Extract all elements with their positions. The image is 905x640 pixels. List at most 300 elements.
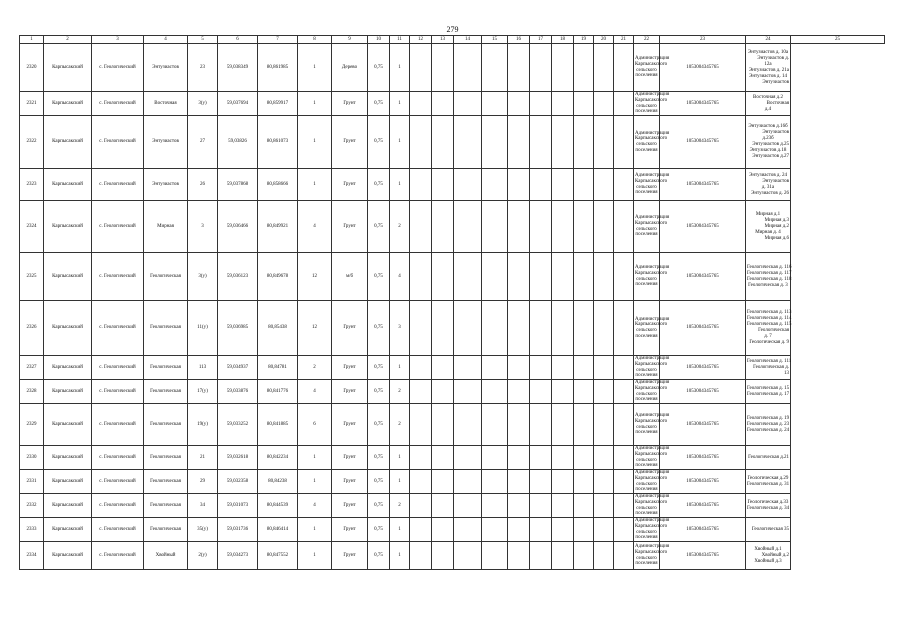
table-cell: 1053004345765 bbox=[660, 494, 746, 518]
table-cell: 3 bbox=[390, 301, 410, 356]
table-cell bbox=[614, 201, 634, 253]
table-cell bbox=[530, 380, 552, 404]
table-cell: 17(у) bbox=[188, 380, 218, 404]
table-cell: Геологическая bbox=[144, 446, 188, 470]
table-cell: Грунт bbox=[332, 380, 368, 404]
column-header: 12 bbox=[410, 36, 432, 44]
table-cell: 2321 bbox=[20, 92, 44, 116]
table-cell bbox=[508, 116, 530, 169]
address-line: Энтузиастов д. bbox=[757, 55, 789, 61]
table-cell bbox=[530, 169, 552, 201]
table-cell: 59,036466 bbox=[218, 201, 258, 253]
table-cell bbox=[410, 542, 432, 570]
address-line: Геологическая д. 34 bbox=[747, 505, 790, 511]
address-line: Геологическая д.33 bbox=[747, 499, 789, 505]
addresses-cell bbox=[746, 92, 791, 116]
address-line: д.4 bbox=[764, 106, 772, 112]
table-cell: 2 bbox=[390, 494, 410, 518]
table-cell: Администрация Карпысакского сельского поселения bbox=[634, 253, 660, 301]
table-cell bbox=[552, 446, 574, 470]
table-cell: Геологическая bbox=[144, 301, 188, 356]
table-cell bbox=[508, 542, 530, 570]
table-cell: Администрация Карпысакского сельского поселения bbox=[635, 92, 670, 115]
table-cell bbox=[454, 494, 482, 518]
table-cell: Грунт bbox=[332, 542, 368, 570]
table-cell: Администрация Карпысакского сельского поселения bbox=[634, 44, 660, 92]
address-line: Геологическая д. 24 bbox=[747, 427, 790, 433]
table-cell: 1053004345765 bbox=[660, 116, 746, 169]
table-cell bbox=[614, 518, 634, 542]
column-header: 11 bbox=[390, 36, 410, 44]
table-cell bbox=[508, 446, 530, 470]
table-cell: Грунт bbox=[332, 356, 368, 380]
address-line: Мирная д.2 bbox=[764, 223, 789, 229]
table-cell bbox=[432, 380, 454, 404]
table-cell: 59,033252 bbox=[218, 404, 258, 446]
table-cell: 59,034273 bbox=[218, 542, 258, 570]
table-cell bbox=[574, 518, 594, 542]
table-cell bbox=[614, 44, 634, 92]
table-cell: 1053004345765 bbox=[660, 470, 746, 494]
table-cell bbox=[552, 44, 574, 92]
table-cell bbox=[482, 404, 508, 446]
address-line: Геологическая д. 19 bbox=[747, 415, 790, 421]
address-line: Геологическая д. 117 bbox=[747, 270, 792, 276]
column-header: 4 bbox=[144, 36, 188, 44]
addresses-cell bbox=[746, 518, 791, 542]
address-line: Хвойный д.1 bbox=[754, 546, 782, 552]
table-cell: 1 bbox=[390, 518, 410, 542]
table-cell bbox=[482, 356, 508, 380]
address-line: д. 7 bbox=[764, 334, 772, 339]
table-cell: 3(у) bbox=[188, 92, 218, 116]
table-cell: Геологическая bbox=[144, 356, 188, 380]
table-cell: Карпысакский bbox=[44, 169, 92, 201]
table-cell bbox=[454, 169, 482, 201]
table-cell bbox=[432, 518, 454, 542]
table-cell: 4 bbox=[298, 380, 332, 404]
table-cell bbox=[574, 542, 594, 570]
table-cell: м/б bbox=[332, 253, 368, 301]
column-header: 5 bbox=[188, 36, 218, 44]
table-cell bbox=[574, 301, 594, 356]
table-cell bbox=[594, 356, 614, 380]
table-cell: 2327 bbox=[20, 356, 44, 380]
table-cell: 80,858666 bbox=[258, 169, 298, 201]
table-row bbox=[20, 169, 885, 201]
table-cell bbox=[454, 404, 482, 446]
table-cell bbox=[552, 301, 574, 356]
table-cell bbox=[594, 44, 614, 92]
table-cell bbox=[614, 116, 634, 169]
table-cell bbox=[574, 253, 594, 301]
address-line: Геологическая д.21 bbox=[748, 454, 789, 460]
table-cell: Грунт bbox=[332, 301, 368, 356]
table-cell bbox=[530, 253, 552, 301]
table-cell bbox=[410, 356, 432, 380]
table-cell: 2326 bbox=[20, 301, 44, 356]
table-cell bbox=[410, 301, 432, 356]
table-cell bbox=[410, 44, 432, 92]
table-cell: 35(у) bbox=[188, 518, 218, 542]
table-cell: 0,75 bbox=[368, 380, 390, 404]
address-line: д.23б bbox=[762, 136, 774, 141]
table-cell: 2324 bbox=[20, 201, 44, 253]
table-cell: с. Геологический bbox=[92, 494, 144, 518]
table-row bbox=[20, 542, 885, 570]
table-cell bbox=[530, 116, 552, 169]
table-cell bbox=[552, 169, 574, 201]
table-row bbox=[20, 253, 885, 301]
table-row bbox=[20, 518, 885, 542]
table-cell: 0,75 bbox=[368, 446, 390, 470]
table-row bbox=[20, 356, 885, 380]
table-cell: 80,847552 bbox=[258, 542, 298, 570]
address-line: Энтузиастов д. 24 bbox=[749, 172, 787, 178]
table-cell: 59,03826 bbox=[218, 116, 258, 169]
address-line: Энтузиастов д. 21а bbox=[748, 67, 789, 73]
header-row bbox=[20, 36, 885, 44]
table-cell bbox=[552, 542, 574, 570]
table-cell: Карпысакский bbox=[44, 470, 92, 494]
table-cell bbox=[482, 116, 508, 169]
table-cell bbox=[508, 380, 530, 404]
table-cell: 1 bbox=[390, 92, 410, 116]
table-cell bbox=[614, 301, 634, 356]
table-cell: Администрация Карпысакского сельского поселения bbox=[635, 494, 670, 517]
table-cell: 1 bbox=[298, 470, 332, 494]
table-cell: Карпысакский bbox=[44, 44, 92, 92]
table-cell: 1053004345765 bbox=[660, 542, 746, 570]
table-cell bbox=[410, 494, 432, 518]
table-cell: 1053004345765 bbox=[660, 301, 746, 356]
addresses-cell bbox=[746, 253, 791, 301]
table-cell bbox=[552, 253, 574, 301]
table-cell: с. Геологический bbox=[92, 201, 144, 253]
table-cell: 59,037868 bbox=[218, 169, 258, 201]
table-cell bbox=[614, 494, 634, 518]
table-cell: Карпысакский bbox=[44, 356, 92, 380]
table-row bbox=[20, 201, 885, 253]
table-cell bbox=[594, 380, 614, 404]
table-cell bbox=[594, 518, 614, 542]
table-cell: с. Геологический bbox=[92, 356, 144, 380]
table-cell bbox=[482, 470, 508, 494]
table-cell bbox=[454, 116, 482, 169]
table-cell bbox=[432, 446, 454, 470]
table-row bbox=[20, 470, 885, 494]
table-cell: 1053004345765 bbox=[660, 356, 746, 380]
table-cell: 1053004345765 bbox=[660, 169, 746, 201]
table-cell bbox=[530, 92, 552, 116]
table-cell: 80,846414 bbox=[258, 518, 298, 542]
address-line: Хвойный д.3 bbox=[754, 558, 782, 564]
table-cell: Грунт bbox=[332, 169, 368, 201]
addresses-cell bbox=[746, 446, 791, 470]
table-cell: Энтузиастов bbox=[144, 116, 188, 169]
addresses-cell bbox=[746, 44, 791, 92]
table-cell: 19(у) bbox=[188, 404, 218, 446]
address-line: Энтузиастов bbox=[762, 130, 789, 135]
column-header: 2 bbox=[44, 36, 92, 44]
table-cell: 29 bbox=[188, 470, 218, 494]
table-row bbox=[20, 44, 885, 92]
column-header: 9 bbox=[332, 36, 368, 44]
table-cell bbox=[454, 301, 482, 356]
table-cell: Грунт bbox=[332, 92, 368, 116]
table-cell: 2330 bbox=[20, 446, 44, 470]
table-cell: 0,75 bbox=[368, 253, 390, 301]
table-cell: 2333 bbox=[20, 518, 44, 542]
table-cell bbox=[454, 253, 482, 301]
table-cell: с. Геологический bbox=[92, 301, 144, 356]
table-cell bbox=[614, 404, 634, 446]
table-cell bbox=[614, 356, 634, 380]
table-cell: 2334 bbox=[20, 542, 44, 570]
table-cell: 59,038349 bbox=[218, 44, 258, 92]
table-cell bbox=[594, 446, 614, 470]
table-cell bbox=[482, 44, 508, 92]
table-row bbox=[20, 92, 885, 116]
table-cell bbox=[410, 92, 432, 116]
table-cell bbox=[482, 169, 508, 201]
addresses-cell bbox=[746, 116, 791, 169]
table-cell bbox=[432, 542, 454, 570]
table-cell: Геологическая bbox=[144, 404, 188, 446]
table-cell: 80,859917 bbox=[258, 92, 298, 116]
address-line: Геологическая д. 111 bbox=[747, 358, 792, 364]
table-cell bbox=[574, 356, 594, 380]
table-cell: Грунт bbox=[332, 201, 368, 253]
table-cell bbox=[482, 92, 508, 116]
table-cell: Грунт bbox=[332, 404, 368, 446]
table-cell: 59,031736 bbox=[218, 518, 258, 542]
table-cell: 2 bbox=[390, 404, 410, 446]
table-cell bbox=[410, 201, 432, 253]
column-header: 15 bbox=[482, 36, 508, 44]
table-cell bbox=[594, 301, 614, 356]
address-line: Геологическая 35 bbox=[751, 526, 789, 532]
table-cell bbox=[482, 253, 508, 301]
table-cell bbox=[552, 201, 574, 253]
table-cell: 1 bbox=[298, 169, 332, 201]
table-cell: 0,75 bbox=[368, 201, 390, 253]
table-cell bbox=[454, 542, 482, 570]
table-cell: 0,75 bbox=[368, 542, 390, 570]
address-line: Геологическая д. 9 bbox=[749, 340, 789, 345]
address-line: Энтузиастов bbox=[762, 178, 789, 184]
table-cell: с. Геологический bbox=[92, 169, 144, 201]
table-cell: Геологическая bbox=[144, 518, 188, 542]
table-cell: 2328 bbox=[20, 380, 44, 404]
table-cell: 1053004345765 bbox=[660, 446, 746, 470]
table-cell: 3(у) bbox=[188, 253, 218, 301]
table-cell bbox=[614, 92, 634, 116]
table-cell bbox=[594, 253, 614, 301]
table-cell: 80,861985 bbox=[258, 44, 298, 92]
table-cell: 80,84238 bbox=[258, 470, 298, 494]
table-cell bbox=[432, 356, 454, 380]
table-cell: 80,849921 bbox=[258, 201, 298, 253]
table-cell bbox=[574, 92, 594, 116]
table-cell bbox=[432, 253, 454, 301]
table-cell: 1 bbox=[390, 542, 410, 570]
table-cell: 0,75 bbox=[368, 404, 390, 446]
column-header: 20 bbox=[594, 36, 614, 44]
table-cell: 1 bbox=[298, 542, 332, 570]
table-cell: 1053004345765 bbox=[660, 92, 746, 116]
address-line: 13 bbox=[784, 370, 789, 376]
column-header: 7 bbox=[258, 36, 298, 44]
table-cell: 11(у) bbox=[188, 301, 218, 356]
table-cell: Администрация Карпысакского сельского поселения bbox=[635, 518, 670, 541]
table-cell bbox=[432, 404, 454, 446]
table-cell bbox=[574, 380, 594, 404]
table-cell: 2325 bbox=[20, 253, 44, 301]
addresses-cell bbox=[746, 542, 791, 570]
table-cell bbox=[594, 169, 614, 201]
table-cell bbox=[482, 446, 508, 470]
table-cell: 113 bbox=[188, 356, 218, 380]
table-cell bbox=[482, 518, 508, 542]
address-line: Геологическая д. 31 bbox=[747, 481, 790, 487]
address-line: Геологическая д. 23 bbox=[747, 421, 790, 427]
address-line: Энтузиастов д.27 bbox=[752, 154, 789, 159]
table-row bbox=[20, 494, 885, 518]
table-row bbox=[20, 380, 885, 404]
table-cell bbox=[410, 380, 432, 404]
table-cell bbox=[454, 92, 482, 116]
table-cell: 59,032618 bbox=[218, 446, 258, 470]
table-cell: Администрация Карпысакского сельского поселения bbox=[635, 380, 670, 403]
table-cell bbox=[410, 518, 432, 542]
table-cell bbox=[508, 169, 530, 201]
column-header: 25 bbox=[791, 36, 885, 44]
table-cell bbox=[552, 356, 574, 380]
address-line: Энтузиастов д.25 bbox=[752, 142, 789, 147]
table-cell bbox=[432, 169, 454, 201]
table-cell bbox=[482, 301, 508, 356]
table-cell bbox=[508, 201, 530, 253]
table-cell bbox=[574, 446, 594, 470]
table-cell: с. Геологический bbox=[92, 116, 144, 169]
table-cell: Карпысакский bbox=[44, 380, 92, 404]
table-cell: 1 bbox=[390, 116, 410, 169]
table-cell: 2(у) bbox=[188, 542, 218, 570]
table-cell bbox=[410, 253, 432, 301]
table-cell: Карпысакский bbox=[44, 446, 92, 470]
column-header: 23 bbox=[660, 36, 746, 44]
table-cell bbox=[508, 470, 530, 494]
table-cell bbox=[508, 518, 530, 542]
table-cell: Дерево bbox=[332, 44, 368, 92]
table-cell: 1 bbox=[298, 44, 332, 92]
addresses-cell bbox=[746, 356, 791, 380]
table-cell bbox=[552, 380, 574, 404]
address-line: Мирная д.1 bbox=[755, 211, 781, 217]
address-line: Геологическая bbox=[758, 328, 789, 333]
table-cell: Администрация Карпысакского сельского поселения bbox=[634, 542, 660, 570]
table-cell bbox=[574, 44, 594, 92]
table-cell: 27 bbox=[188, 116, 218, 169]
table-cell: Восточная bbox=[144, 92, 188, 116]
table-cell: 80,861073 bbox=[258, 116, 298, 169]
table-cell bbox=[530, 301, 552, 356]
table-cell bbox=[432, 116, 454, 169]
table-cell bbox=[482, 542, 508, 570]
table-cell bbox=[552, 404, 574, 446]
registry-table bbox=[19, 35, 885, 570]
table-cell bbox=[454, 518, 482, 542]
table-cell: Администрация Карпысакского сельского поселения bbox=[634, 404, 660, 446]
page-number: 279 bbox=[446, 25, 459, 34]
table-cell bbox=[594, 92, 614, 116]
address-line: д. 31а bbox=[761, 184, 775, 190]
table-cell bbox=[508, 494, 530, 518]
addresses-cell bbox=[746, 380, 791, 404]
table-cell: Грунт bbox=[332, 470, 368, 494]
table-cell: 59,036985 bbox=[218, 301, 258, 356]
table-cell bbox=[614, 169, 634, 201]
table-row bbox=[20, 404, 885, 446]
table-cell: Карпысакский bbox=[44, 301, 92, 356]
address-line: Геологическая д.29 bbox=[747, 475, 789, 481]
table-cell: 0,75 bbox=[368, 470, 390, 494]
address-line: Энтузиастов bbox=[762, 79, 789, 85]
table-cell: Энтузиастов bbox=[144, 44, 188, 92]
table-cell: 26 bbox=[188, 169, 218, 201]
address-line: Геологическая д. 113 bbox=[747, 310, 792, 315]
table-cell bbox=[574, 494, 594, 518]
column-header: 13 bbox=[432, 36, 454, 44]
table-cell bbox=[410, 470, 432, 494]
address-line: Восточная д.2 bbox=[753, 94, 783, 100]
column-header: 24 bbox=[746, 36, 791, 44]
table-cell bbox=[594, 470, 614, 494]
table-row bbox=[20, 446, 885, 470]
table-cell: 6 bbox=[298, 404, 332, 446]
table-cell: Администрация Карпысакского сельского поселения bbox=[634, 301, 660, 356]
table-cell: 4 bbox=[390, 253, 410, 301]
table-cell: 2332 bbox=[20, 494, 44, 518]
table-cell: 3 bbox=[188, 201, 218, 253]
table-cell bbox=[482, 494, 508, 518]
column-header: 18 bbox=[552, 36, 574, 44]
table-cell: 1053004345765 bbox=[660, 404, 746, 446]
table-cell bbox=[594, 116, 614, 169]
address-line: Хвойный д.2 bbox=[761, 552, 789, 558]
table-cell: 1 bbox=[298, 518, 332, 542]
table-cell bbox=[530, 518, 552, 542]
table-cell bbox=[552, 470, 574, 494]
table-cell: 0,75 bbox=[368, 301, 390, 356]
table-cell bbox=[574, 470, 594, 494]
address-line: Геологическая д. 114 bbox=[747, 316, 792, 321]
table-cell bbox=[454, 446, 482, 470]
table-cell: 12 bbox=[298, 253, 332, 301]
table-cell: 1 bbox=[298, 446, 332, 470]
address-line: Геологическая д. 3 bbox=[748, 282, 788, 288]
address-line: Мирная д. 4 bbox=[755, 229, 781, 235]
table-cell bbox=[482, 380, 508, 404]
table-cell: 2329 bbox=[20, 404, 44, 446]
table-cell: 80,842234 bbox=[258, 446, 298, 470]
table-cell: 23 bbox=[188, 44, 218, 92]
table-cell bbox=[594, 404, 614, 446]
table-cell: 2 bbox=[390, 380, 410, 404]
table-cell bbox=[614, 253, 634, 301]
table-cell: 12 bbox=[298, 301, 332, 356]
